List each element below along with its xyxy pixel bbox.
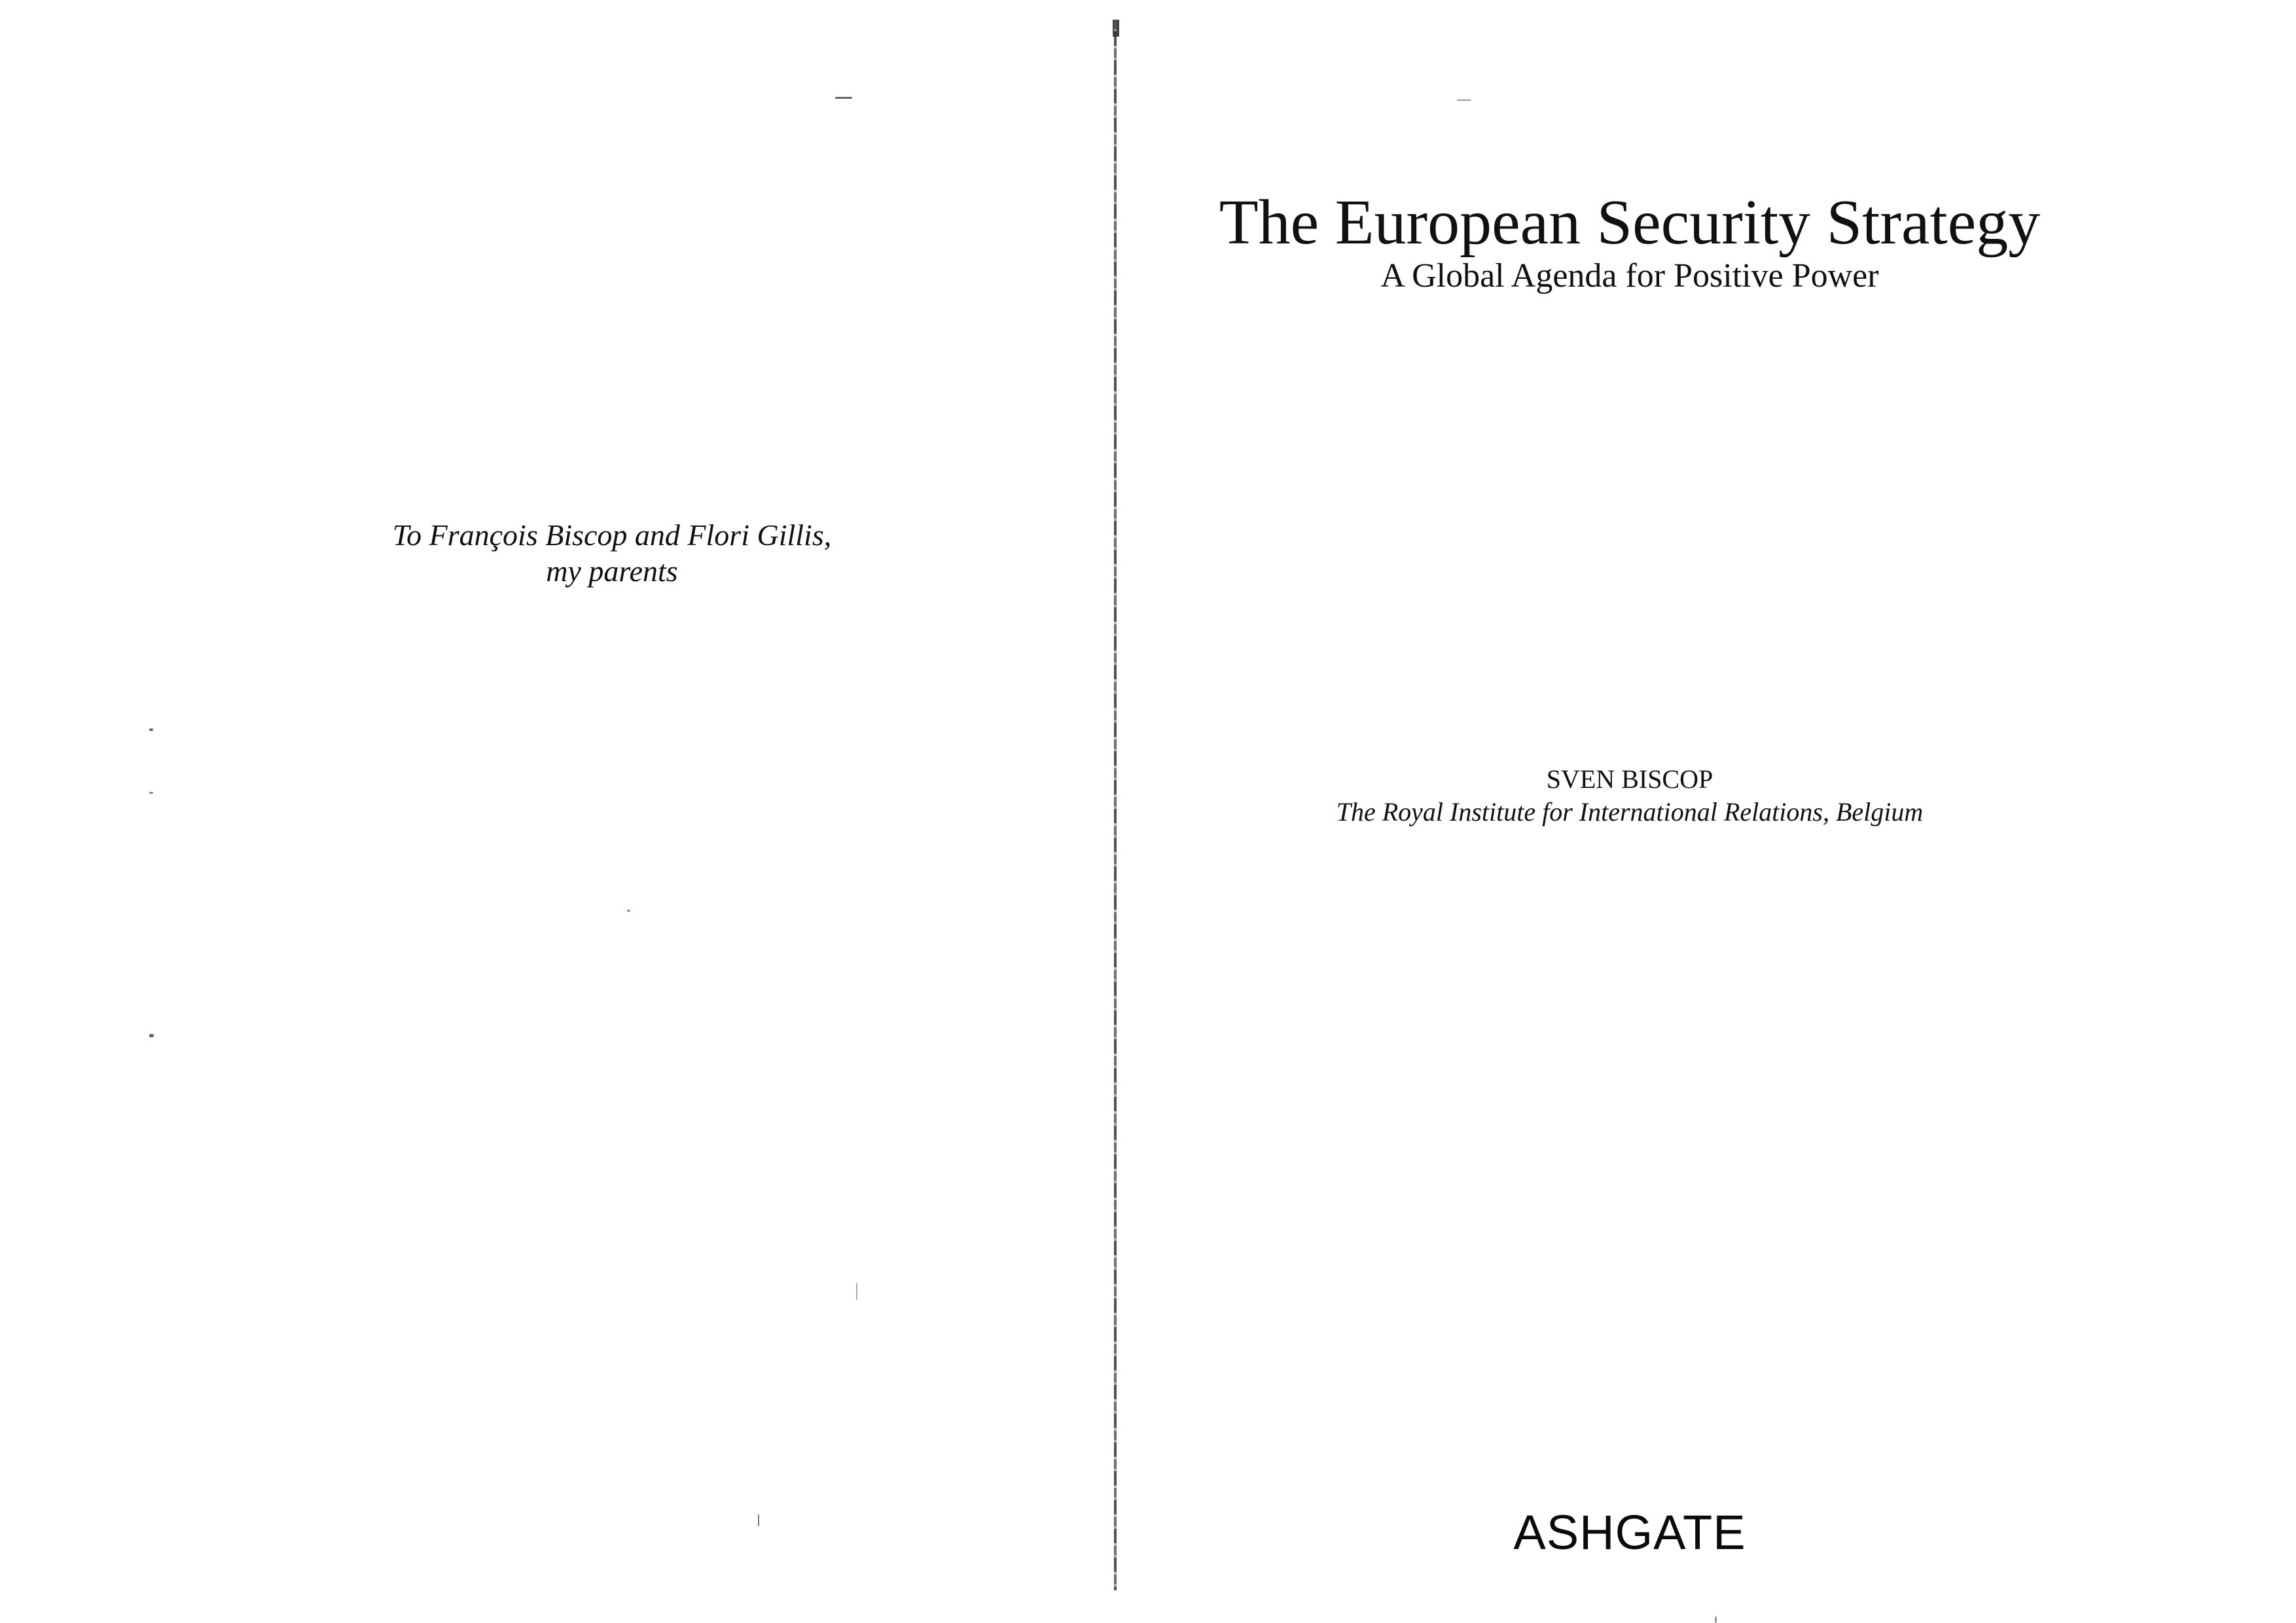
scan-speck [627,910,630,912]
scan-speck [856,1283,857,1300]
dedication-line-1: To François Biscop and Flori Gillis, [392,518,832,552]
author-affiliation: The Royal Institute for International Relations, Belgium [1336,797,1924,827]
dedication [0,517,1224,589]
author-name: SVEN BISCOP [1546,764,1713,794]
scan-speck [835,97,852,99]
scan-speck [1457,99,1471,101]
scan-speck [1715,1616,1717,1623]
dedication-line-2: my parents [546,554,678,588]
scan-speck [758,1514,759,1526]
scan-speck [149,728,153,731]
dedication-page [0,0,1113,1623]
book-subtitle: A Global Agenda for Positive Power [1380,257,1879,294]
scan-speck [149,1034,154,1037]
publisher-logo: ASHGATE [1513,1505,1746,1560]
scan-speck [149,792,153,794]
book-title: The European Security Strategy [1219,187,2041,258]
